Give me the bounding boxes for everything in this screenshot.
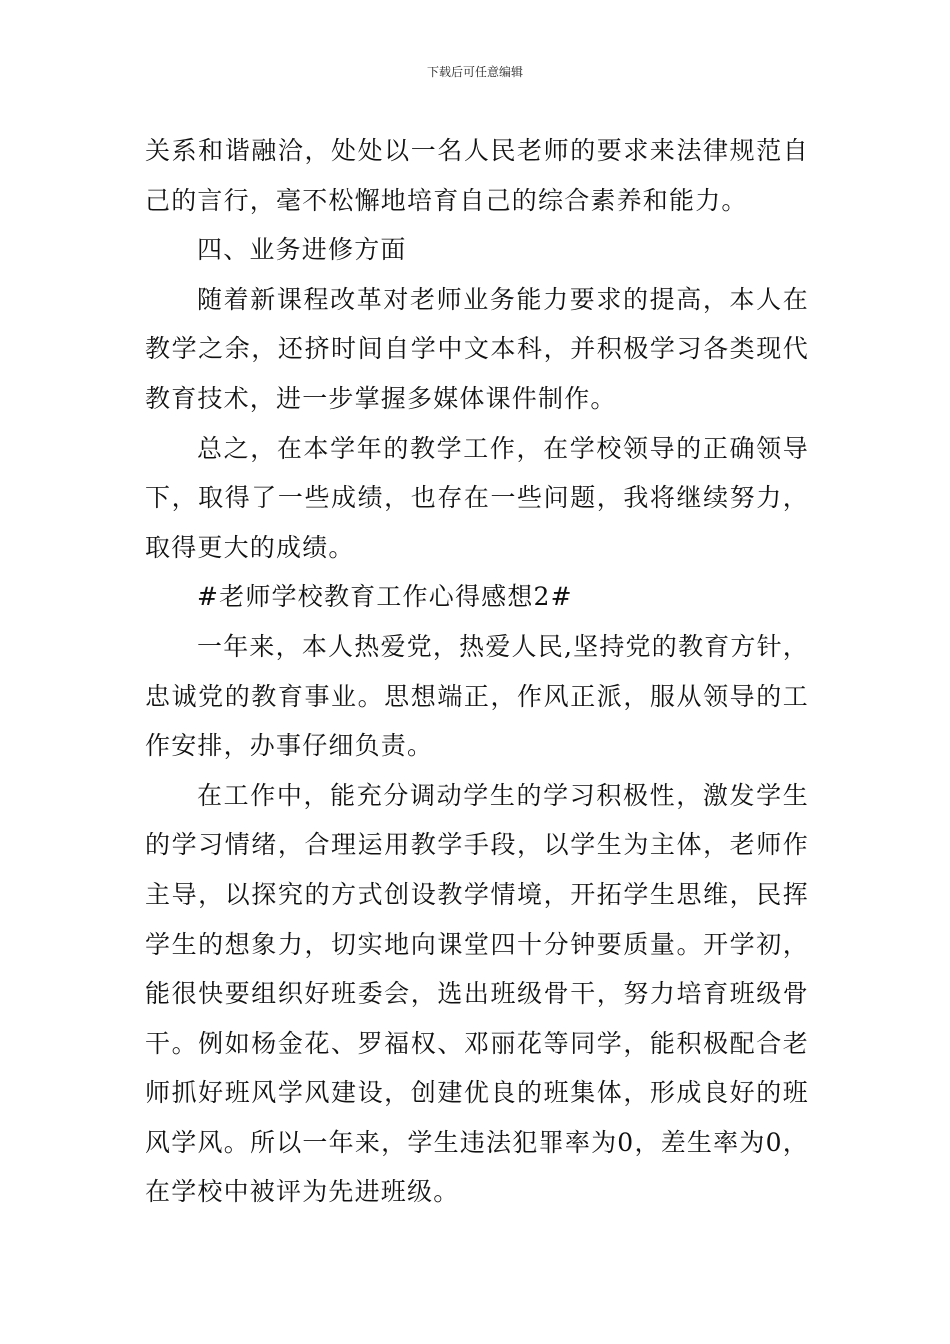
document-body: [145, 126, 809, 1217]
paragraph-5: 在工作中，能充分调动学生的学习积极性，激发学生的学习情绪，合理运用教学手段，以学生为主体，老师作主导，以探究的方式创设教学情境，开拓学生思维，民挥学生的想象力，切实地向课堂四十分钟要质量。开学初，能很快要组织好班委会，选出班级骨干，努力培育班级骨干。例如杨金花、罗福权、邓丽花等同学，能积极配合老师抓好班风学风建设，创建优良的班集体，形成良好的班风学风。所以一年来，学生违法犯罪率为0，差生率为0，在学校中被评为先进班级。: [145, 780, 809, 1207]
page-header-note: 下载后可任意编辑: [426, 65, 523, 79]
paragraph-1: 关系和谐融洽，处处以一名人民老师的要求来法律规范自己的言行，毫不松懈地培育自己的综合素养和能力。: [145, 136, 809, 215]
paragraph-3: 总之，在本学年的教学工作，在学校领导的正确领导下，取得了一些成绩，也存在一些问题，我将继续努力，取得更大的成绩。: [145, 433, 809, 562]
section-title-2: #老师学校教育工作心得感想2#: [197, 582, 573, 612]
section-heading-business-study: 四、业务进修方面: [197, 235, 407, 265]
paragraph-4: 一年来，本人热爱党，热爱人民,坚持党的教育方针，忠诚党的教育事业。思想端正，作风正派，服从领导的工作安排，办事仔细负责。: [145, 631, 809, 761]
paragraph-2: 随着新课程改革对老师业务能力要求的提高，本人在教学之余，还挤时间自学中文本科，并积极学习各类现代教育技术，进一步掌握多媒体课件制作。: [145, 284, 809, 413]
